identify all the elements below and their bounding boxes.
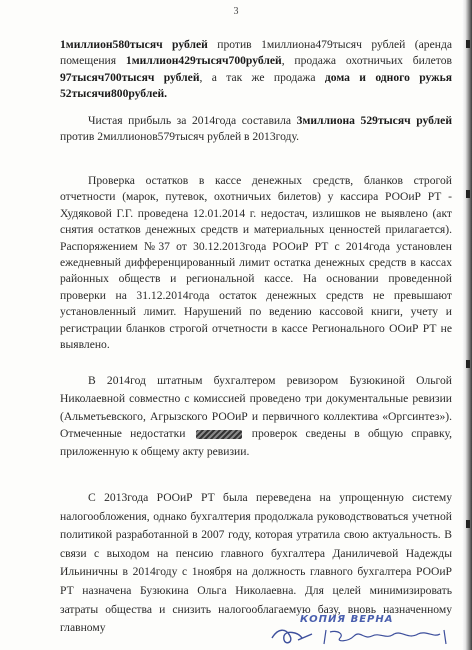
paragraph-audits [60, 372, 452, 461]
scan-artifact [466, 40, 470, 48]
paragraph-text: против 1миллиона479тысяч рублей (аренда помещения [60, 38, 452, 68]
crossed-out-word [196, 430, 242, 439]
paragraph-text: Чистая прибыль за 2014года составила [88, 113, 297, 127]
house-gun-amount: дома и одного ружья 52тысячи800рублей. [60, 70, 452, 101]
paragraph-text: , а так же продажа [199, 70, 325, 84]
scan-artifact [466, 520, 470, 528]
scan-artifact [466, 360, 470, 368]
copy-verified-stamp: КОПИЯ ВЕРНА [300, 614, 394, 625]
paragraph-text: С 2013года РООиР РТ была переведена на упрощенную систему налогообложения, однако бухгалтерия продолжала руководствоваться учетной политикой разработанной в 2007 году, которая утратила свою актуальность. В связи с выходом на пенсию главного бухгалтера Даниличевой Надежды Ильиничны в 2014году с 1ноября на должность главного бухгалтера РООиР РТ назначена Бузюкина Ольга Николаевна. Для целей минимизировать затраты общества и снизить налогооблагаемую базу, вновь назначенному главному [60, 491, 452, 635]
income-total: 1миллион580тысяч рублей [60, 38, 208, 51]
tickets-amount: 97тысяч700тысяч рублей [60, 70, 200, 84]
paragraph-text: В 2014год штатным бухгалтером ревизором Бузюкиной Ольгой Николаевной совместно с комиссией проведено три документальные ревизии (Альметьевского, Агрызского РООиР и первичного коллектива «Оргсинтез»). Отмеченные недостатки [60, 374, 452, 441]
paragraph-text: против 2миллионов579тысяч рублей в 2013году. [60, 130, 299, 144]
handwritten-signature [268, 624, 458, 648]
page-number: 3 [233, 6, 239, 17]
paragraph-text: , продажа охотничьих билетов [281, 54, 452, 68]
paragraph-text: проверок сведены в общую справку, приложенную к общему акту ревизии. [60, 427, 452, 459]
paragraph-cash-check [60, 173, 452, 353]
scan-shadow-edge [462, 0, 472, 650]
rent-amount: 1миллион429тысяч700рублей [125, 54, 282, 68]
paragraph-text: Проверка остатков в кассе денежных средств, бланков строгой отчетности (марок, путевок, охотничьих билетов) у кассира РООиР РТ - Худяковой Г.Г. проведена 12.01.2014 г. недостач, излишков не выявлено (акт снятия остатков денежных средств и материальных ценностей прилагается). Распоряжением №37 от 30.12.2013года РООиР РТ с 2014года установлен ежедневный дифференцированный лимит остатка денежных средств в кассах районных обществ и региональной кассе. На основании проведенной проверки на 31.12.2014года остаток денежных средств не превышают установленный лимит. Нарушений по ведению кассовой книги, учету и регистрации бланков строгой отчетности в кассе Регионального ООиР РТ не выявлено. [60, 174, 452, 352]
net-profit: 3миллиона 529тысяч рублей [296, 113, 452, 127]
scan-artifact [466, 190, 470, 198]
paragraph-income [60, 37, 452, 145]
